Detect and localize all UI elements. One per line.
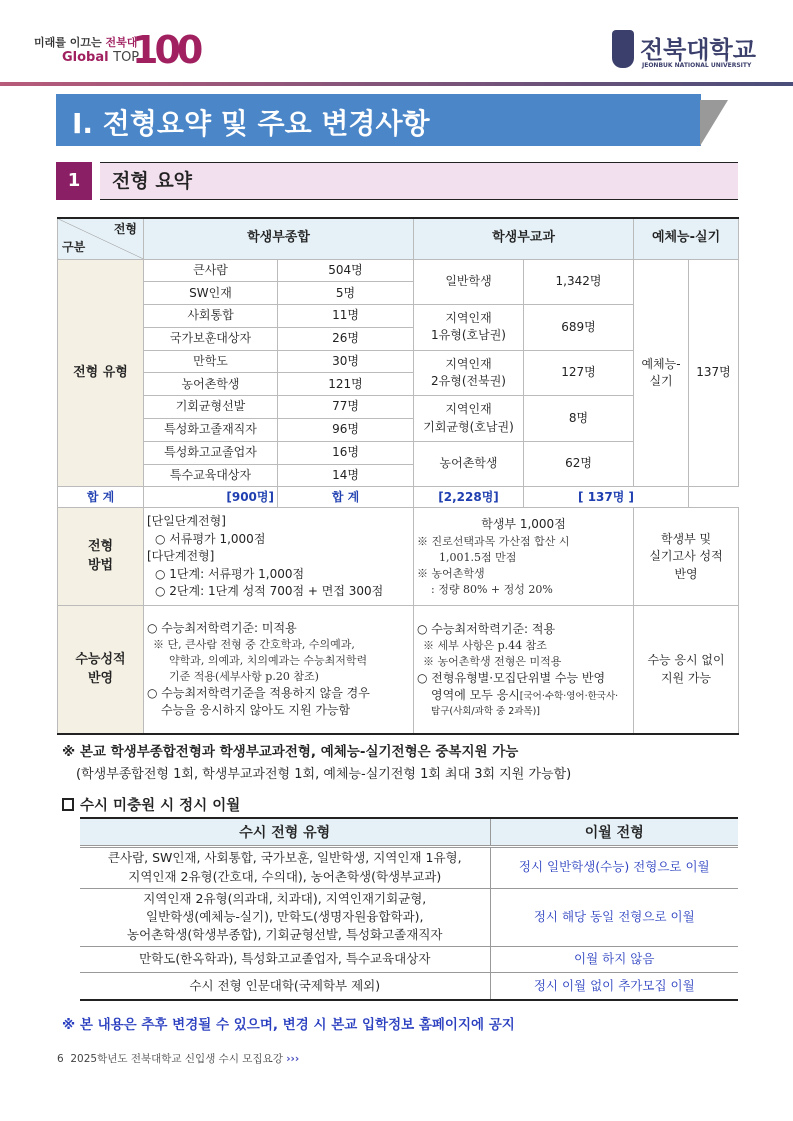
jonghap-count: 11명 <box>278 305 414 328</box>
jonghap-count: 96명 <box>278 419 414 442</box>
jonghap-count: 16명 <box>278 441 414 464</box>
method-row: 전형 방법 [단일단계전형] ○ 서류평가 1,000점 [다단계전형] ○ 1단계: 서류평가 1,000점 ○ 2단계: 1단계 성적 700점 + 면접 300점 학생부 1,000점 ※ 진로선택과목 가산점 합산 시 1,001.5점 만점 ※ 농어촌학생 : 정량 80% + 정성 20% 학생부 및 실기고사 성적 반영 <box>58 508 739 606</box>
header-yechae: 예체능-실기 <box>634 218 739 259</box>
gyogwa-count: 127명 <box>524 350 634 396</box>
table-row <box>80 888 738 946</box>
method-gyogwa: 학생부 1,000점 ※ 진로선택과목 가산점 합산 시 1,001.5점 만점 ※ 농어촌학생 : 정량 80% + 정성 20% <box>414 508 634 606</box>
university-logo: 전북대학교 JEONBUK NATIONAL UNIVERSITY <box>612 30 762 70</box>
jonghap-type: SW인재 <box>144 282 278 305</box>
carry-source: 수시 전형 인문대학(국제학부 제외) <box>80 972 490 1000</box>
suneung-row: 수능성적 반영 ○ 수능최저학력기준: 미적용 ※ 단, 큰사람 전형 중 간호학과, 수의예과, 약학과, 의예과, 치의예과는 수능최저학력 기준 적용(세부사항 p.20 참조) ○ 수능최저학력기준을 적용하지 않을 경우 수능을 응시하지 않아도 지원 가능함 ○ 수능최저학력기준: 적용 ※ 세부 사항은 p.44 참조 ※ 농어촌학생 전형은 미적용 ○ 전형유형별·모집단위별 수능 반영 영역에 모두 응시[국어·수학·영어·한국사· 탐구(사회/과학 중 2과목)] 수능 응시 없이 지원 가능 <box>58 606 739 734</box>
table-row <box>58 259 739 282</box>
jonghap-count: 30명 <box>278 350 414 373</box>
admission-summary-table <box>57 217 739 735</box>
jonghap-type: 기회균형선발 <box>144 396 278 419</box>
gyogwa-type: 지역인재 2유형(전북권) <box>414 350 524 396</box>
carry-source: 만학도(한옥학과), 특성화고교졸업자, 특수교육대상자 <box>80 946 490 972</box>
jonghap-type: 국가보훈대상자 <box>144 327 278 350</box>
checkbox-square-icon <box>62 798 74 811</box>
jonghap-type: 특성화고졸재직자 <box>144 419 278 442</box>
page-footer: 6 2025학년도 전북대학교 신입생 수시 모집요강 ››› <box>57 1053 300 1065</box>
duplicate-application-note: ※ 본교 학생부종합전형과 학생부교과전형, 예체능-실기전형은 중복지원 가능 <box>62 744 519 760</box>
jonghap-count: 14명 <box>278 464 414 487</box>
type-label: 전형 유형 <box>58 259 144 487</box>
carry-over-heading: 수시 미충원 시 정시 이월 <box>62 794 240 815</box>
yechae-type: 예체능- 실기 <box>634 259 689 487</box>
jonghap-type: 사회통합 <box>144 305 278 328</box>
jonghap-type: 농어촌학생 <box>144 373 278 396</box>
gyogwa-type: 일반학생 <box>414 259 524 305</box>
carry-target: 정시 이월 없이 추가모집 이월 <box>490 972 738 1000</box>
header-gyogwa: 학생부교과 <box>414 218 634 259</box>
duplicate-application-detail: (학생부종합전형 1회, 학생부교과전형 1회, 예체능-실기전형 1회 최대 3회 지원 가능함) <box>76 767 572 782</box>
jonghap-type: 큰사람 <box>144 259 278 282</box>
gyogwa-count: 62명 <box>524 441 634 487</box>
emblem-icon <box>612 30 634 68</box>
carry-target: 이월 하지 않음 <box>490 946 738 972</box>
gyogwa-count: 8명 <box>524 396 634 442</box>
yechae-count: 137명 <box>689 259 739 487</box>
carry-source: 큰사람, SW인재, 사회통합, 국가보훈, 일반학생, 지역인재 1유형, 지역인재 2유형(간호대, 수의대), 농어촌학생(학생부교과) <box>80 846 490 888</box>
carry-source: 지역인재 2유형(의과대, 치과대), 지역인재기회균형, 일반학생(예체능-실기), 만학도(생명자원융합학과), 농어촌학생(학생부종합), 기회균형선발, 특성화고졸재직자 <box>80 888 490 946</box>
corner-cell: 전형 구분 <box>58 218 144 259</box>
jonghap-type: 특성화고교졸업자 <box>144 441 278 464</box>
table-row <box>80 972 738 1000</box>
chapter-title: Ⅰ. 전형요약 및 주요 변경사항 <box>56 94 701 146</box>
chapter-shadow <box>700 100 728 146</box>
gyogwa-type: 지역인재 1유형(호남권) <box>414 305 524 351</box>
method-jonghap: [단일단계전형] ○ 서류평가 1,000점 [다단계전형] ○ 1단계: 서류평가 1,000점 ○ 2단계: 1단계 성적 700점 + 면접 300점 <box>144 508 414 606</box>
sum-row: 합 계 [900명] 합 계 [2,228명] [ 137명 ] <box>58 487 739 508</box>
gyogwa-count: 689명 <box>524 305 634 351</box>
jonghap-type: 특수교육대상자 <box>144 464 278 487</box>
gyogwa-count: 1,342명 <box>524 259 634 305</box>
global-top-100-logo: 미래를 이끄는 전북대 Global TOP 100 <box>34 28 200 72</box>
suneung-jonghap: ○ 수능최저학력기준: 미적용 ※ 단, 큰사람 전형 중 간호학과, 수의예과, 약학과, 의예과, 치의예과는 수능최저학력 기준 적용(세부사항 p.20 참조) ○ 수능최저학력기준을 적용하지 않을 경우 수능을 응시하지 않아도 지원 가능함 <box>144 606 414 734</box>
table-row <box>80 846 738 888</box>
jonghap-count: 26명 <box>278 327 414 350</box>
section-heading: 1 전형 요약 <box>56 162 738 200</box>
jonghap-type: 만학도 <box>144 350 278 373</box>
carry-target: 정시 일반학생(수능) 전형으로 이월 <box>490 846 738 888</box>
jonghap-count: 121명 <box>278 373 414 396</box>
jonghap-count: 5명 <box>278 282 414 305</box>
carry-target: 정시 해당 동일 전형으로 이월 <box>490 888 738 946</box>
change-notice: ※ 본 내용은 추후 변경될 수 있으며, 변경 시 본교 입학정보 홈페이지에 공지 <box>62 1017 515 1033</box>
header-divider <box>0 82 793 86</box>
header-jonghap: 학생부종합 <box>144 218 414 259</box>
gyogwa-type: 농어촌학생 <box>414 441 524 487</box>
table-header-row <box>58 218 739 259</box>
suneung-gyogwa: ○ 수능최저학력기준: 적용 ※ 세부 사항은 p.44 참조 ※ 농어촌학생 전형은 미적용 ○ 전형유형별·모집단위별 수능 반영 영역에 모두 응시[국어·수학·영어·한국사· 탐구(사회/과학 중 2과목)] <box>414 606 634 734</box>
table-row <box>80 946 738 972</box>
gyogwa-type: 지역인재 기회균형(호남권) <box>414 396 524 442</box>
carry-over-table: 수시 전형 유형 이월 전형 큰사람, SW인재, 사회통합, 국가보훈, 일반학생, 지역인재 1유형, 지역인재 2유형(간호대, 수의대), 농어촌학생(학생부교과) 정시 일반학생(수능) 전형으로 이월 지역인재 2유형(의과대, 치과대), 지역인재기회균형, 일반학생(예체능-실기), 만학도(생명자원융합학과), 농어촌학생(학생부종합), 기회균형선발, 특성화고졸재직자 정시 해당 동일 전형으로 이월 만학도(한옥학과), 특성화고교졸업자, 특수교육대상자 이월 하지 않음 수시 전형 인문대학(국제학부 제외) 정시 이월 없이 추가모집 이월 <box>80 817 738 1001</box>
jonghap-count: 504명 <box>278 259 414 282</box>
jonghap-count: 77명 <box>278 396 414 419</box>
